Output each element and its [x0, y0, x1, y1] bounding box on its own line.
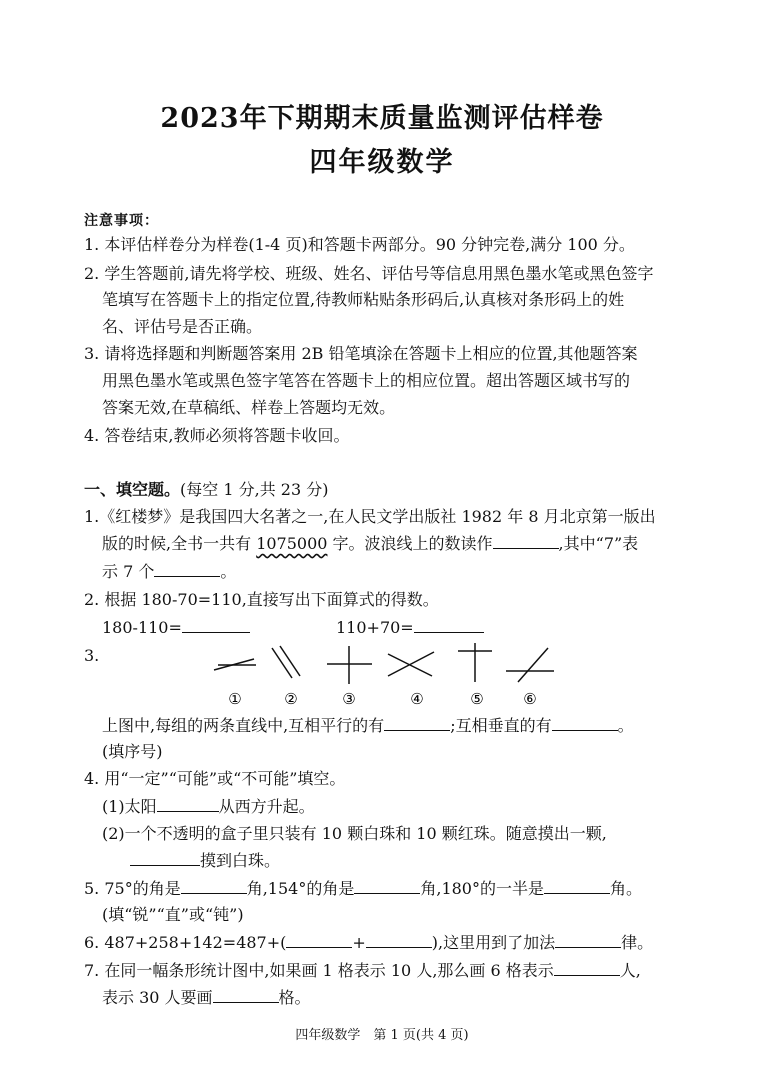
- q2-answer-blank-1[interactable]: [182, 618, 250, 633]
- q4-answer-blank-1[interactable]: [157, 797, 219, 812]
- q3-text: 。: [617, 716, 634, 735]
- q5-text: 角。: [610, 879, 643, 898]
- section-title: 一、填空题。: [84, 480, 181, 499]
- q1-text: ,其中“7”表: [558, 534, 639, 553]
- q2-text: 110+70=: [336, 618, 414, 637]
- q7-line-1: [84, 959, 641, 983]
- q7-text: 表示 30 人要画: [102, 988, 213, 1007]
- q1-line-1: 1.《红楼梦》是我国四大名著之一,在人民文学出版社 1982 年 8 月北京第一版出: [84, 507, 656, 526]
- q6-text: ),这里用到了加法: [431, 933, 556, 952]
- q5-answer-blank-2[interactable]: [354, 879, 420, 894]
- q5-line-1: [84, 877, 642, 901]
- figure-label-4: ④: [410, 690, 424, 708]
- q1-text: 字。波浪线上的数读作: [327, 534, 493, 553]
- q1-line-2: [102, 532, 638, 556]
- q6-line: [84, 931, 653, 955]
- q3-line-figures: [200, 640, 580, 710]
- q7-answer-blank-2[interactable]: [213, 988, 279, 1003]
- q1-answer-blank-1[interactable]: [493, 534, 559, 549]
- q7-text: 7. 在同一幅条形统计图中,如果画 1 格表示 10 人,那么画 6 格表示: [84, 961, 554, 980]
- q6-answer-blank-3[interactable]: [555, 933, 621, 948]
- notes-heading: 注意事项：: [84, 213, 159, 229]
- figure-1: [214, 659, 256, 670]
- q1-text: 示 7 个: [102, 562, 155, 581]
- q7-line-2: [102, 986, 311, 1010]
- q4-text: 摸到白珠。: [200, 851, 281, 870]
- q4-line-1: 4. 用“一定”“可能”或“不可能”填空。: [84, 769, 346, 788]
- q2-answer-blank-2[interactable]: [414, 618, 484, 633]
- q6-answer-blank-2[interactable]: [366, 933, 432, 948]
- q4-sub-2-cont: [130, 849, 280, 873]
- q3-text: 上图中,每组的两条直线中,互相平行的有: [102, 716, 385, 735]
- q5-answer-blank-1[interactable]: [181, 879, 247, 894]
- q4-text: (1)太阳: [102, 797, 157, 816]
- q1-line-3: [102, 560, 236, 584]
- note-item-2-line-1: 2. 学生答题前,请先将学校、班级、姓名、评估号等信息用黑色墨水笔或黑色签字: [84, 264, 654, 283]
- q5-text: 角,180°的一半是: [420, 879, 544, 898]
- q4-sub-1: [102, 795, 315, 819]
- q2-text: 180-110=: [102, 618, 182, 637]
- figure-label-2: ②: [284, 690, 298, 708]
- q6-text: +: [352, 933, 366, 952]
- q2-expression-2: [336, 616, 484, 640]
- page-footer: 四年级数学 第 1 页(共 4 页): [295, 1028, 469, 1043]
- page-title: 2023年下期期末质量监测评估样卷: [160, 103, 604, 134]
- note-item-3-line-3: 答案无效,在草稿纸、样卷上答题均无效。: [102, 398, 396, 417]
- note-item-3-line-1: 3. 请将选择题和判断题答案用 2B 铅笔填涂在答题卡上相应的位置,其他题答案: [84, 344, 638, 363]
- q3-number: 3.: [84, 646, 100, 665]
- q4-answer-blank-2[interactable]: [130, 851, 200, 866]
- q3-answer-blank-perpendicular[interactable]: [552, 716, 618, 731]
- note-item-1: 1. 本评估样卷分为样卷(1-4 页)和答题卡两部分。90 分钟完卷,满分 100 分。: [84, 235, 635, 254]
- q5-text: 5. 75°的角是: [84, 879, 181, 898]
- figure-2: [272, 646, 300, 678]
- q4-sub-2: (2)一个不透明的盒子里只装有 10 颗白珠和 10 颗红珠。随意摸出一颗,: [102, 824, 607, 843]
- figure-6: [506, 648, 554, 682]
- q3-line-1: [102, 714, 634, 738]
- page-subtitle: 四年级数学: [309, 147, 455, 178]
- note-item-3-line-2: 用黑色墨水笔或黑色签字笔答在答题卡上的相应位置。超出答题区域书写的: [102, 371, 631, 390]
- section-score-note: (每空 1 分,共 23 分): [180, 480, 329, 499]
- q6-text: 6. 487+258+142=487+(: [84, 933, 287, 952]
- q3-text: ;互相垂直的有: [450, 716, 552, 735]
- q6-text: 律。: [621, 933, 654, 952]
- q3-answer-blank-parallel[interactable]: [384, 716, 450, 731]
- figure-4: [388, 652, 434, 676]
- q4-text: 从西方升起。: [218, 797, 315, 816]
- q5-answer-blank-3[interactable]: [544, 879, 610, 894]
- figure-label-6: ⑥: [523, 690, 537, 708]
- q1-wavy-number: 1075000: [256, 534, 328, 553]
- q1-text: 。: [220, 562, 237, 581]
- q7-answer-blank-1[interactable]: [554, 961, 620, 976]
- q1-text: 版的时候,全书一共有: [102, 534, 257, 553]
- q7-text: 人,: [619, 961, 641, 980]
- q5-line-2: (填“锐”“直”或“钝”): [102, 905, 244, 924]
- figure-label-1: ①: [228, 690, 242, 708]
- figure-3: [327, 646, 372, 684]
- note-item-2-line-2: 笔填写在答题卡上的指定位置,待教师粘贴条形码后,认真核对条形码上的姓: [102, 290, 625, 309]
- note-item-4: 4. 答卷结束,教师必须将答题卡收回。: [84, 426, 350, 445]
- q1-answer-blank-2[interactable]: [154, 562, 220, 577]
- q6-answer-blank-1[interactable]: [286, 933, 352, 948]
- figure-label-3: ③: [342, 690, 356, 708]
- q2-expression-1: [102, 616, 250, 640]
- section-heading: [84, 478, 328, 502]
- figure-5: [458, 643, 492, 682]
- figure-label-5: ⑤: [470, 690, 484, 708]
- q5-text: 角,154°的角是: [246, 879, 355, 898]
- q2-line-1: 2. 根据 180-70=110,直接写出下面算式的得数。: [84, 590, 439, 609]
- q7-text: 格。: [278, 988, 311, 1007]
- q3-line-2: (填序号): [102, 742, 163, 761]
- note-item-2-line-3: 名、评估号是否正确。: [102, 317, 263, 336]
